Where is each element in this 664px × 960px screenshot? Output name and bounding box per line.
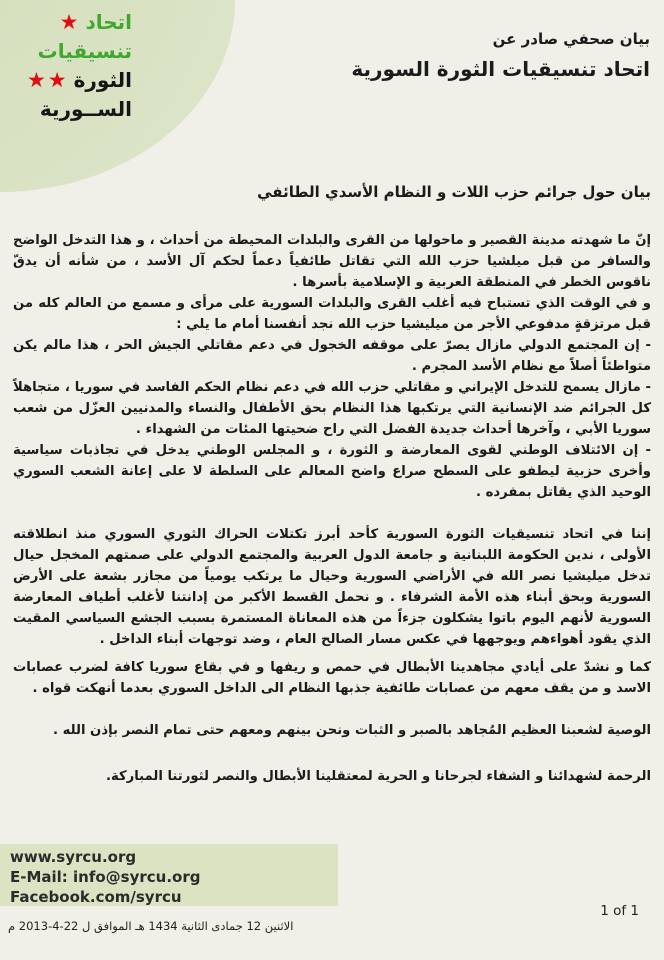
star-icon: ★ xyxy=(26,68,46,92)
logo-double-stars xyxy=(27,70,67,91)
statement-bullet: - إن الائتلاف الوطني لقوى المعارضة و الثورة ، و المجلس الوطني يدخل في تجاذبات سياسية وأخرى حزبية ليطفو على السطح صراع واضح المعالم على السلطة لا على إعانة الشعب السوري الوحيد الذي يقاتل بمفرده . xyxy=(13,443,651,500)
logo-word-union: اتحاد xyxy=(85,10,132,34)
header-subtitle: بيان صحفي صادر عن xyxy=(492,30,650,48)
statement-closing-line: الرحمة لشهدائنا و الشفاء لجرحانا و الحرية لمعتقلينا الأبطال والنصر لثورتنا المباركة. xyxy=(105,769,651,784)
statement-title: بيان حول جرائم حزب اللات و النظام الأسدي الطائفي xyxy=(257,183,651,201)
document-header xyxy=(351,30,650,81)
website-url: www.syrcu.org xyxy=(10,848,137,866)
header-org-name: اتحاد تنسيقيات الثورة السورية xyxy=(351,57,650,81)
statement-paragraph: إنّ ما شهدته مدينة القصير و ماحولها من القرى والبلدات المحيطة من أحداث ، و هذا التدخل الواضح والسافر من قبل ميلشيا حزب الله التي تقاتل طائفياً دعماً لحكم آل الأسد ، من شأنه أن يدقّ ناقوس الخطر في المنطقة العربية و الإسلامية بأسرها . xyxy=(13,233,651,290)
logo-line-4 xyxy=(0,95,132,124)
logo-word-coordinations: تنسيقيات xyxy=(37,39,132,63)
logo-line-3 xyxy=(0,66,132,95)
logo-line-2 xyxy=(0,37,132,66)
statement-paragraph: إننا في اتحاد تنسيقيات الثورة السورية كأحد أبرز تكتلات الحراك الثوري السوري منذ انطلاقته الأولى ، ندين الحكومة اللبنانية و جامعة الدول العربية والمجتمع الدولي على صمتهم المخجل حيال تدخل ميليشيا نصر الله في الأراضي السورية وحيال ما يرتكب يومياً من مجازر بشعة على الأرض السورية وبحق أبناء هذه الأمة الشرفاء . و نحمل القسط الأكبر من إدانتنا لأغلب أطياف المعارضة السورية لأنهم اليوم باتوا يشكلون جزءاً من هذه المعاناة المستمرة بسبب الجشع السياسي المقيت الذي يقود أهواءهم ويوجهها في عكس مسار الصالح العام ، وضد توجهات أبناء الداخل . xyxy=(13,527,651,647)
statement-closing-line: الوصية لشعبنا العظيم المُجاهد بالصبر و الثبات ونحن بينهم ومعهم حتى تمام النصر بإذن الله . xyxy=(53,723,651,738)
statement-paragraph: و في الوقت الذي تستباح فيه أغلب القرى والبلدات السورية على مرأى و مسمع من العالم كله من قبل مرتزقةٍ مدفوعي الأجر من ميليشيا حزب الله نجد أنفسنا أمام ما يلي : xyxy=(13,296,651,332)
statement-paragraph: كما و نشدّ على أيادي مجاهدينا الأبطال في حمص و ريفها و في بقاع سوريا كافة لضرب عصابات الاسد و من يقف معهم من عصابات طائفية جذبها النظام الى الداخل السوري بعدما أنهكت قواه . xyxy=(13,660,651,696)
star-icon: ★ xyxy=(59,10,79,34)
org-logo xyxy=(0,8,132,124)
star-icon: ★ xyxy=(47,68,67,92)
statement-body xyxy=(13,230,651,787)
page-indicator: 1 of 1 xyxy=(600,903,639,919)
logo-word-syrian: الســورية xyxy=(39,97,132,121)
statement-bullet: - إن المجتمع الدولي مازال يصرّ على موقفه الخجول في دعم مقاتلي الجيش الحر ، هذا مالم يكن متواطئاً أصلاً مع نظام الأسد المجرم . xyxy=(13,338,651,374)
date-line: الاثنين 12 جمادى الثانية 1434 هـ الموافق ل 22-4-2013 م xyxy=(8,919,294,933)
logo-line-1 xyxy=(0,8,132,37)
logo-word-revolution: الثورة xyxy=(73,68,132,92)
statement-bullet: - مازال يسمح للتدخل الإيراني و مقاتلي حزب الله في دعم نظام الحكم الفاسد في سوريا ، متجاهلاً كل الجرائم ضد الإنسانية التي يرتكبها هذا النظام بحق الأطفال والنساء والمدنيين العزّل من شعب سوريا الأبي ، وآخرها أحداث جديدة الفضل التي راح ضحيتها المئات من الشهداء . xyxy=(13,380,651,437)
facebook-url: Facebook.com/syrcu xyxy=(10,888,182,906)
contact-info-box xyxy=(0,844,338,906)
email-address: E-Mail: info@syrcu.org xyxy=(10,868,201,886)
